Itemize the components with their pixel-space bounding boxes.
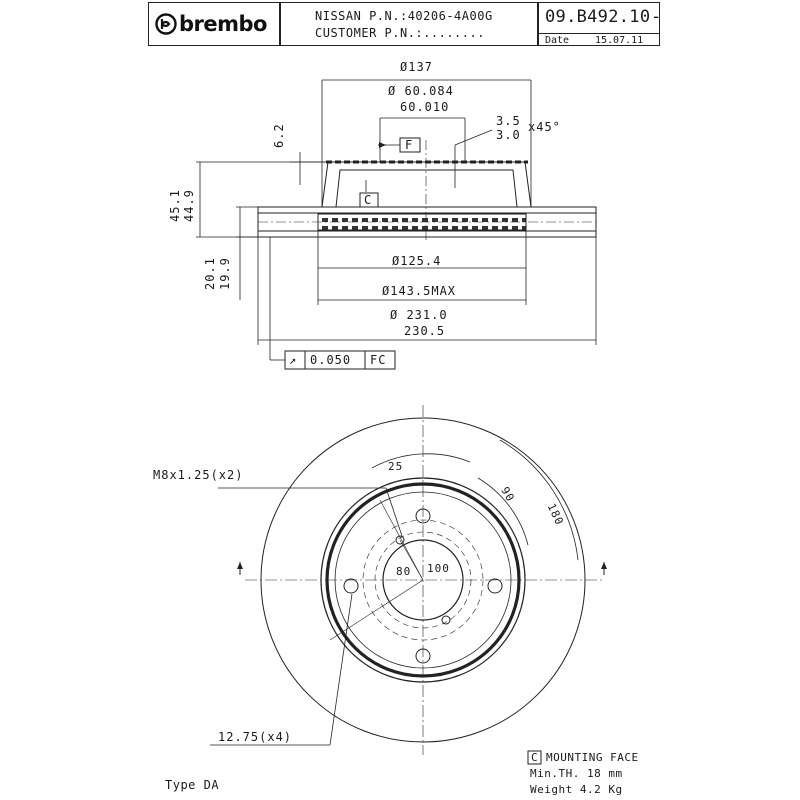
runout-value: 0.050 — [310, 353, 352, 367]
outer-dia-min-label: 230.5 — [404, 324, 446, 338]
plan-view — [210, 405, 605, 755]
runout-symbol: ↗ — [289, 353, 298, 367]
pcd-80-label: 80 — [396, 565, 412, 578]
part-code-suffix: - — [651, 7, 662, 27]
mounting-face-datum: C — [531, 751, 538, 764]
thread-spec-label: M8x1.25(x2) — [153, 468, 244, 482]
chamfer-max-label: 3.5 — [496, 114, 521, 128]
date-label: Date — [545, 35, 570, 46]
datum-f-label: F — [405, 138, 414, 152]
thickness-max-label: 20.1 — [203, 257, 217, 290]
outer-dia-max-label: Ø 231.0 — [390, 308, 448, 322]
datum-c-label: C — [364, 193, 373, 207]
hole-spec-label: 12.75(x4) — [218, 730, 293, 744]
angle-25-label: 25 — [388, 460, 404, 473]
pcd-100-label: 100 — [427, 562, 450, 575]
height-max-label: 45.1 — [168, 189, 182, 222]
chamfer-angle-label: x45° — [528, 120, 561, 134]
dia-125-label: Ø125.4 — [392, 254, 442, 268]
min-thickness-label: Min.TH. 18 mm — [530, 767, 623, 780]
type-label: Type DA — [165, 778, 220, 792]
part-code: 09.B492.10 — [545, 7, 651, 27]
weight-label: Weight 4.2 Kg — [530, 783, 623, 796]
dia-137-label: Ø137 — [400, 60, 433, 74]
dia-143-label: Ø143.5MAX — [382, 284, 457, 298]
thickness-min-label: 19.9 — [218, 257, 232, 290]
stud-hole-right — [488, 579, 502, 593]
section-friction-ring — [258, 207, 596, 237]
angle-180-label: 180 — [544, 501, 567, 528]
thread-hole-2 — [442, 616, 450, 624]
oem-part-number: NISSAN P.N.:40206-4A00G — [315, 9, 493, 23]
mounting-face-label: MOUNTING FACE — [546, 751, 639, 764]
date-value: 15.07.11 — [595, 35, 644, 46]
stud-hole-left — [344, 579, 358, 593]
hat-depth-label: 6.2 — [272, 123, 286, 148]
hub-bore-min-label: 60.010 — [400, 100, 450, 114]
runout-datum: FC — [370, 353, 387, 367]
chamfer-min-label: 3.0 — [496, 128, 521, 142]
brand-name: brembo — [179, 12, 267, 36]
customer-part-number: CUSTOMER P.N.:........ — [315, 26, 485, 40]
height-min-label: 44.9 — [182, 189, 196, 222]
hub-bore-max-label: Ø 60.084 — [388, 84, 454, 98]
angle-90-label: 90 — [498, 484, 518, 505]
